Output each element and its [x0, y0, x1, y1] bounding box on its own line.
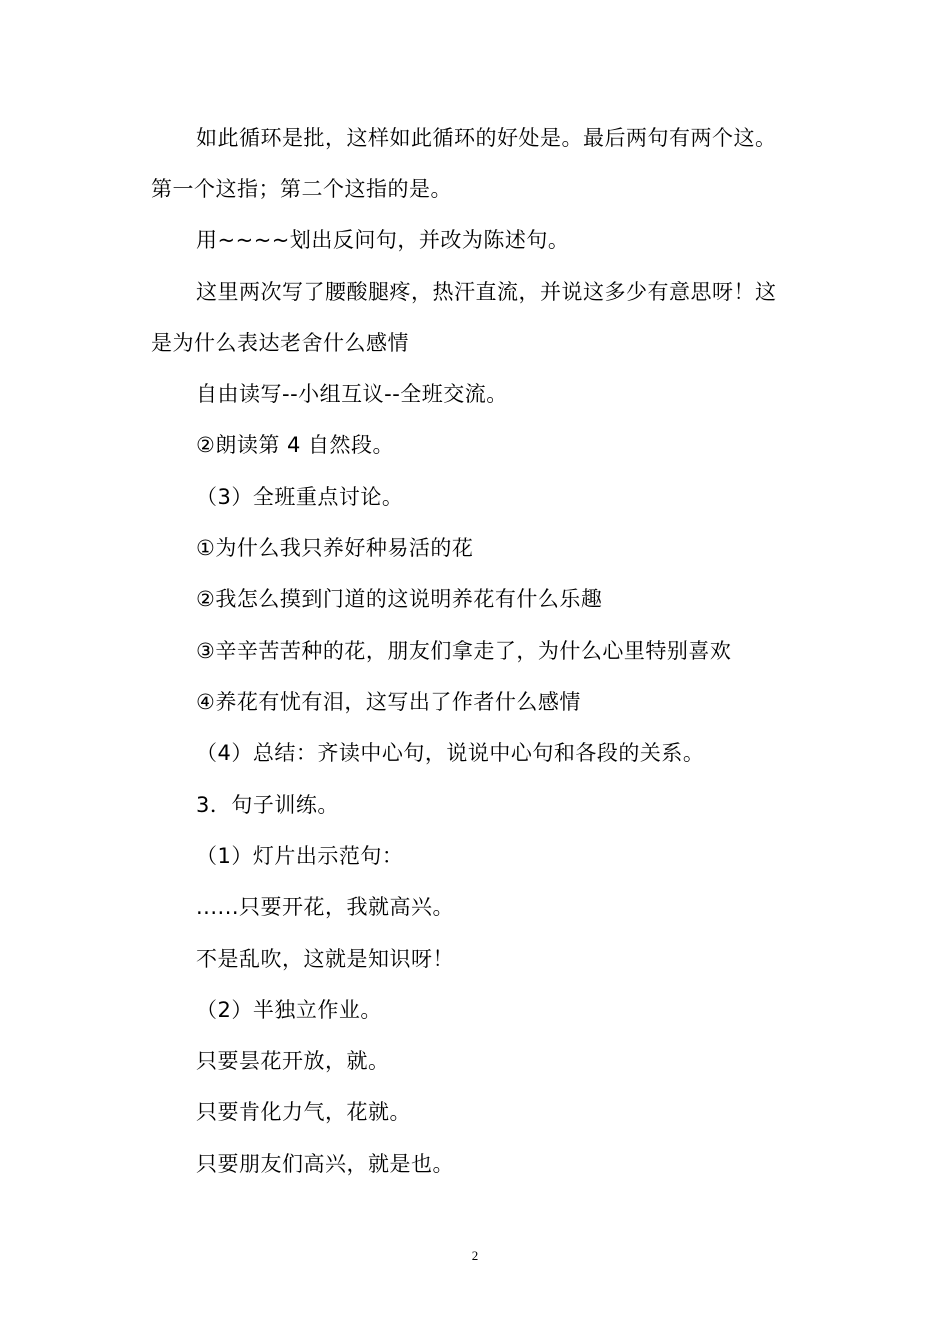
- text-line: 是为什么表达老舍什么感情: [151, 331, 409, 355]
- text-line: ②朗读第 4 自然段。: [196, 433, 395, 457]
- text-line: 只要朋友们高兴，就是也。: [196, 1152, 454, 1176]
- text-line: 只要昙花开放，就。: [196, 1049, 390, 1073]
- text-line: 用~~~~划出反问句，并改为陈述句。: [196, 228, 570, 252]
- text-line: 3．句子训练。: [196, 793, 339, 817]
- text-line: ④养花有忧有泪，这写出了作者什么感情: [196, 690, 581, 714]
- text-line: （1）灯片出示范句：: [196, 844, 404, 868]
- text-line: ......只要开花，我就高兴。: [196, 895, 455, 919]
- text-line: ①为什么我只养好种易活的花: [196, 536, 474, 560]
- text-line: 只要肯化力气，花就。: [196, 1100, 411, 1124]
- text-line: ③辛辛苦苦种的花，朋友们拿走了，为什么心里特别喜欢: [196, 639, 732, 663]
- page-number: 2: [471, 1248, 479, 1263]
- text-line: 自由读写--小组互议--全班交流。: [196, 382, 508, 406]
- text-line: ②我怎么摸到门道的这说明养花有什么乐趣: [196, 587, 603, 611]
- text-line: （2）半独立作业。: [196, 998, 382, 1022]
- text-line: （3）全班重点讨论。: [196, 485, 404, 509]
- text-line: 第一个这指；第二个这指的是。: [151, 177, 452, 201]
- text-line: 如此循环是批，这样如此循环的好处是。最后两句有两个这。: [196, 126, 777, 150]
- text-line: （4）总结：齐读中心句，说说中心句和各段的关系。: [196, 741, 705, 765]
- text-line: 这里两次写了腰酸腿疼，热汗直流，并说这多少有意思呀！这: [196, 280, 777, 304]
- text-line: 不是乱吹，这就是知识呀！: [196, 947, 454, 971]
